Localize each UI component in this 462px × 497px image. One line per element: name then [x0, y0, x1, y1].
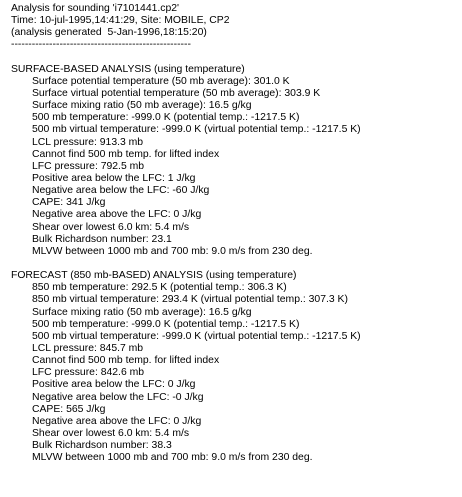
surface-line: Cannot find 500 mb temp. for lifted index — [32, 148, 220, 160]
surface-line: Surface virtual potential temperature (50 mb average): 303.9 K — [32, 87, 321, 99]
surface-line: Shear over lowest 6.0 km: 5.4 m/s — [32, 221, 190, 233]
surface-line: Surface potential temperature (50 mb average): 301.0 K — [32, 75, 290, 87]
forecast-line: Surface mixing ratio (50 mb average): 16.5 g/kg — [32, 306, 252, 318]
surface-line: Surface mixing ratio (50 mb average): 16.5 g/kg — [32, 100, 252, 112]
sounding-time-site: Time: 10-jul-1995,14:41:29, Site: MOBILE, CP2 — [11, 15, 230, 27]
forecast-line: Shear over lowest 6.0 km: 5.4 m/s — [32, 427, 190, 439]
surface-line: Bulk Richardson number: 23.1 — [32, 233, 172, 245]
surface-line: MLVW between 1000 mb and 700 mb: 9.0 m/s from 230 deg. — [32, 245, 313, 257]
surface-line: LCL pressure: 913.3 mb — [32, 136, 144, 148]
forecast-section-heading: FORECAST (850 mb-BASED) ANALYSIS (using temperature) — [11, 270, 297, 282]
section-spacer — [11, 52, 457, 64]
forecast-line: CAPE: 565 J/kg — [32, 403, 106, 415]
analysis-header — [11, 3, 457, 52]
surface-based-section — [11, 64, 457, 258]
header-divider: ---------------------------------------------------- — [11, 39, 191, 51]
surface-line: CAPE: 341 J/kg — [32, 197, 106, 209]
forecast-line: LCL pressure: 845.7 mb — [32, 342, 144, 354]
forecast-section — [11, 270, 457, 464]
forecast-line: LFC pressure: 842.6 mb — [32, 367, 145, 379]
forecast-line: 500 mb virtual temperature: -999.0 K (virtual potential temp.: -1217.5 K) — [32, 330, 361, 342]
surface-line: 500 mb virtual temperature: -999.0 K (virtual potential temp.: -1217.5 K) — [32, 124, 361, 136]
forecast-line: Negative area above the LFC: 0 J/kg — [32, 415, 202, 427]
sounding-analysis-document — [11, 3, 457, 464]
surface-line: Positive area below the LFC: 1 J/kg — [32, 172, 196, 184]
forecast-line: Bulk Richardson number: 38.3 — [32, 440, 172, 452]
forecast-line: 850 mb virtual temperature: 293.4 K (virtual potential temp.: 307.3 K) — [32, 294, 348, 306]
surface-line: Negative area below the LFC: -60 J/kg — [32, 185, 210, 197]
forecast-line: Negative area below the LFC: -0 J/kg — [32, 391, 204, 403]
surface-line: LFC pressure: 792.5 mb — [32, 160, 145, 172]
forecast-line: 500 mb temperature: -999.0 K (potential temp.: -1217.5 K) — [32, 318, 300, 330]
surface-line: 500 mb temperature: -999.0 K (potential temp.: -1217.5 K) — [32, 112, 300, 124]
forecast-line: Cannot find 500 mb temp. for lifted index — [32, 355, 220, 367]
section-spacer — [11, 258, 457, 270]
surface-section-heading: SURFACE-BASED ANALYSIS (using temperature) — [11, 63, 245, 75]
analysis-title: Analysis for sounding 'i7101441.cp2' — [11, 3, 180, 14]
generation-date: (analysis generated 5-Jan-1996,18:15:20) — [11, 27, 207, 39]
surface-line: Negative area above the LFC: 0 J/kg — [32, 209, 202, 221]
forecast-line: 850 mb temperature: 292.5 K (potential temp.: 306.3 K) — [32, 282, 287, 294]
forecast-line: Positive area below the LFC: 0 J/kg — [32, 379, 196, 391]
forecast-line: MLVW between 1000 mb and 700 mb: 9.0 m/s from 230 deg. — [32, 452, 313, 464]
